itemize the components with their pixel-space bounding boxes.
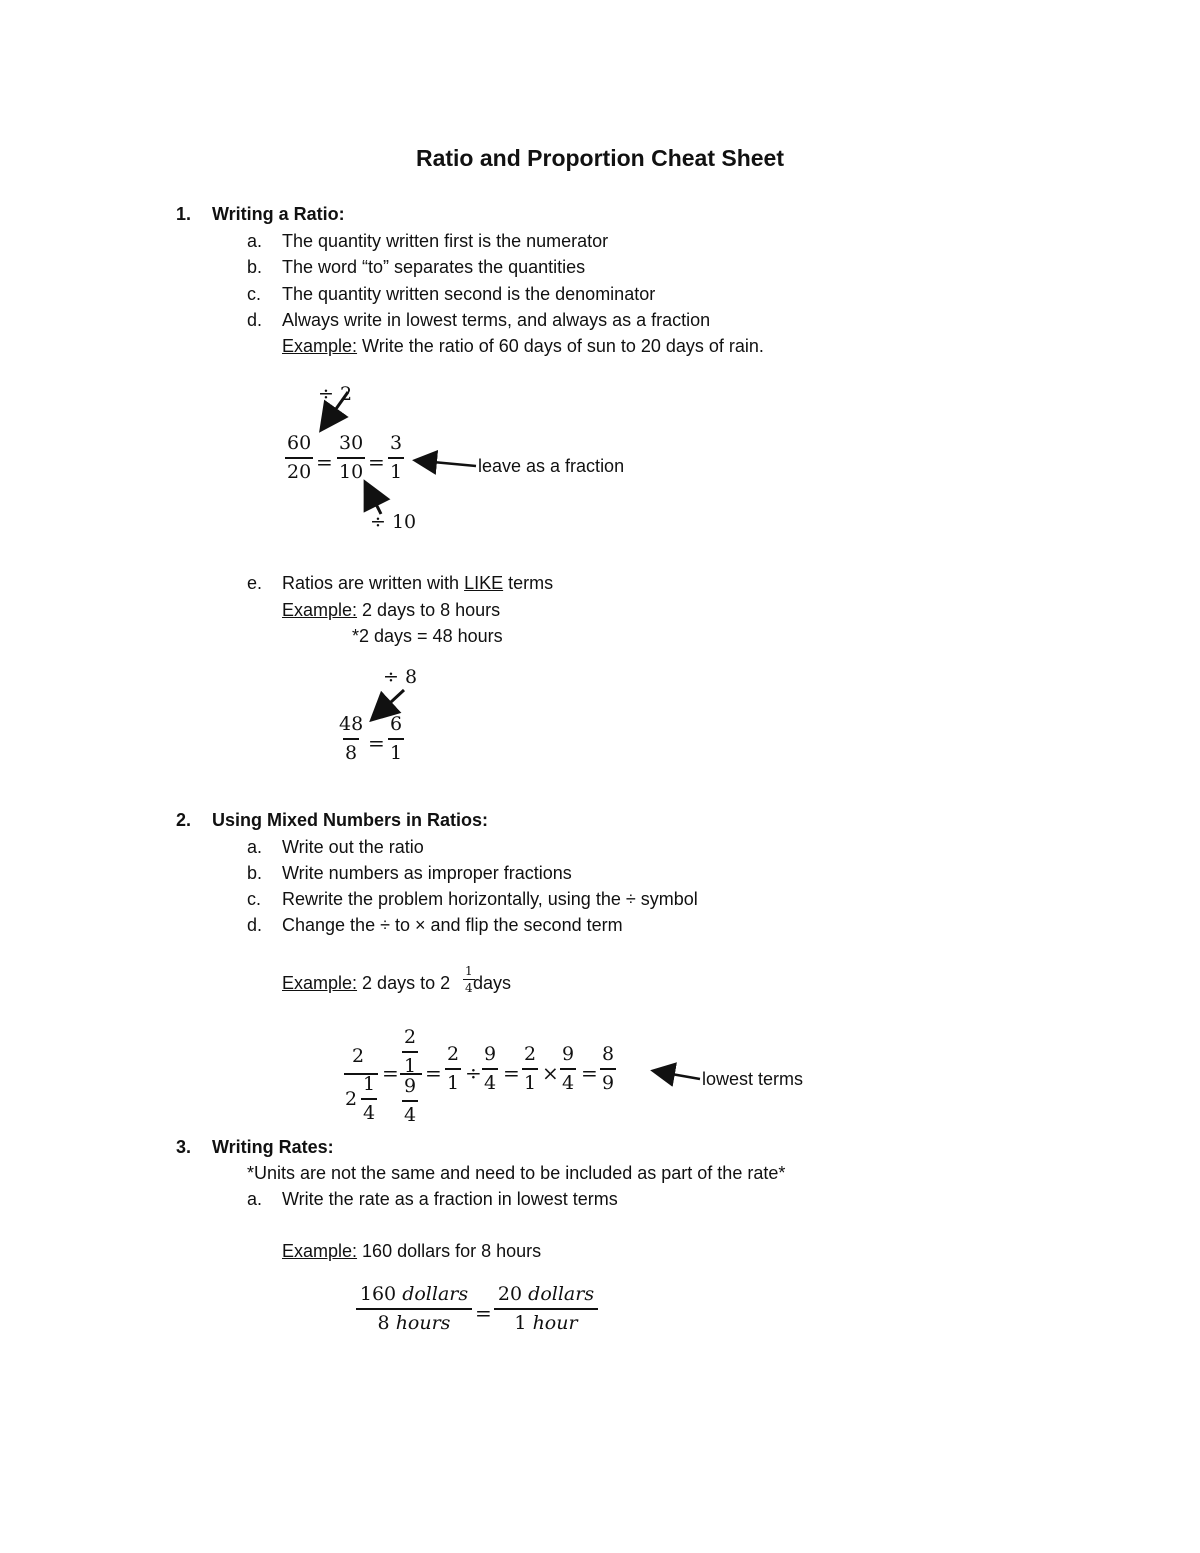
annotation-note: lowest terms <box>702 1069 804 1089</box>
denominator: 8 <box>343 738 359 763</box>
fraction: $\frac{9}{4}$ <box>484 1043 497 1094</box>
example-text: 2 days to 8 hours <box>357 600 501 620</box>
arrow-icon <box>378 690 404 714</box>
item-text: The quantity written first is the numerator <box>282 231 609 251</box>
item-text: Always write in lowest terms, and always as a fraction <box>282 310 711 330</box>
numerator: 60 <box>287 432 312 454</box>
item-text: Change the ÷ to × and flip the second term <box>282 915 623 935</box>
equals-sign: = <box>581 1061 598 1085</box>
item-label: e. <box>247 573 263 593</box>
annotation-note: leave as a fraction <box>478 456 625 476</box>
section-2-number: 2. <box>176 810 192 830</box>
item-label: a. <box>247 1189 263 1209</box>
like-emphasis: LIKE <box>464 573 504 593</box>
fraction: $\frac{9}{4}$ <box>562 1043 575 1094</box>
section-1-heading: Writing a Ratio: <box>212 204 345 224</box>
item-text: The word “to” separates the quantities <box>282 257 586 277</box>
example-note: *2 days = 48 hours <box>352 626 503 646</box>
fraction: $\frac{2}{1}$ <box>404 1026 417 1077</box>
numerator: 48 <box>339 713 364 735</box>
mixed-whole: 2 <box>345 1088 358 1110</box>
item-text: Write numbers as improper fractions <box>282 863 572 883</box>
denominator: 20 <box>285 457 313 482</box>
example-text: 160 dollars for 8 hours <box>357 1241 542 1261</box>
equals-sign: = <box>368 450 385 474</box>
example-label: Example: <box>282 336 358 356</box>
item-label: d. <box>247 915 263 935</box>
example-text: Write the ratio of 60 days of sun to 20 days of rain. <box>357 336 764 356</box>
equals-sign: = <box>503 1061 520 1085</box>
fraction: $\frac{2}{1}$ <box>524 1043 537 1094</box>
item-text: Write out the ratio <box>282 837 424 857</box>
equals-sign: = <box>382 1061 399 1085</box>
times-sign: × <box>542 1061 559 1085</box>
example-label: Example: <box>282 600 358 620</box>
divide-annotation: ÷ 10 <box>370 511 417 533</box>
fraction: $\frac{1}{4}$ <box>363 1073 376 1124</box>
section-3-number: 3. <box>176 1137 192 1157</box>
denominator: 10 <box>337 457 365 482</box>
item-label: c. <box>247 284 262 304</box>
rate-fraction: 20 dollars 1 hour <box>494 1285 598 1333</box>
section-2-heading: Using Mixed Numbers in Ratios: <box>212 810 489 830</box>
example-text-suffix: days <box>473 973 512 993</box>
example-label: Example: <box>282 973 358 993</box>
divide-annotation: ÷ 2 <box>318 383 353 405</box>
section-1-number: 1. <box>176 204 192 224</box>
equals-sign: = <box>475 1301 492 1325</box>
fraction: $\frac{9}{4}$ <box>404 1075 417 1126</box>
arrow-icon <box>369 490 381 514</box>
item-label: a. <box>247 837 263 857</box>
equals-sign: = <box>368 731 385 755</box>
item-label: a. <box>247 231 263 251</box>
equals-sign: = <box>316 450 333 474</box>
page-title: Ratio and Proportion Cheat Sheet <box>415 145 785 171</box>
arrow-icon <box>660 1072 700 1079</box>
equals-sign: = <box>425 1061 442 1085</box>
inline-fraction: $\frac{1}{4}$ <box>465 964 473 995</box>
numerator: 6 <box>390 713 403 735</box>
arrow-icon <box>422 461 476 466</box>
section-3-heading: Writing Rates: <box>212 1137 334 1157</box>
fraction: $\frac{2}{1}$ <box>447 1043 460 1094</box>
item-label: c. <box>247 889 262 909</box>
item-label: b. <box>247 257 263 277</box>
denominator: 1 <box>388 457 404 482</box>
example-label: Example: <box>282 1241 358 1261</box>
item-text: The quantity written second is the denominator <box>282 284 656 304</box>
item-text: Write the rate as a fraction in lowest terms <box>282 1189 618 1209</box>
item-text: Ratios are written with LIKE terms <box>282 573 554 593</box>
numerator: 2 <box>352 1045 365 1067</box>
section-note: *Units are not the same and need to be included as part of the rate* <box>247 1163 786 1183</box>
item-text: Rewrite the problem horizontally, using the ÷ symbol <box>282 889 698 909</box>
denominator: 1 <box>388 738 404 763</box>
example-text: 2 days to 2 <box>357 973 451 993</box>
divide-sign: ÷ <box>465 1061 482 1085</box>
numerator: 3 <box>390 432 403 454</box>
item-label: d. <box>247 310 263 330</box>
divide-annotation: ÷ 8 <box>383 666 418 688</box>
arrow-icon <box>326 392 348 423</box>
item-label: b. <box>247 863 263 883</box>
rate-fraction: 160 dollars 8 hours <box>356 1285 472 1333</box>
fraction: $\frac{8}{9}$ <box>602 1043 615 1094</box>
numerator: 30 <box>339 432 364 454</box>
